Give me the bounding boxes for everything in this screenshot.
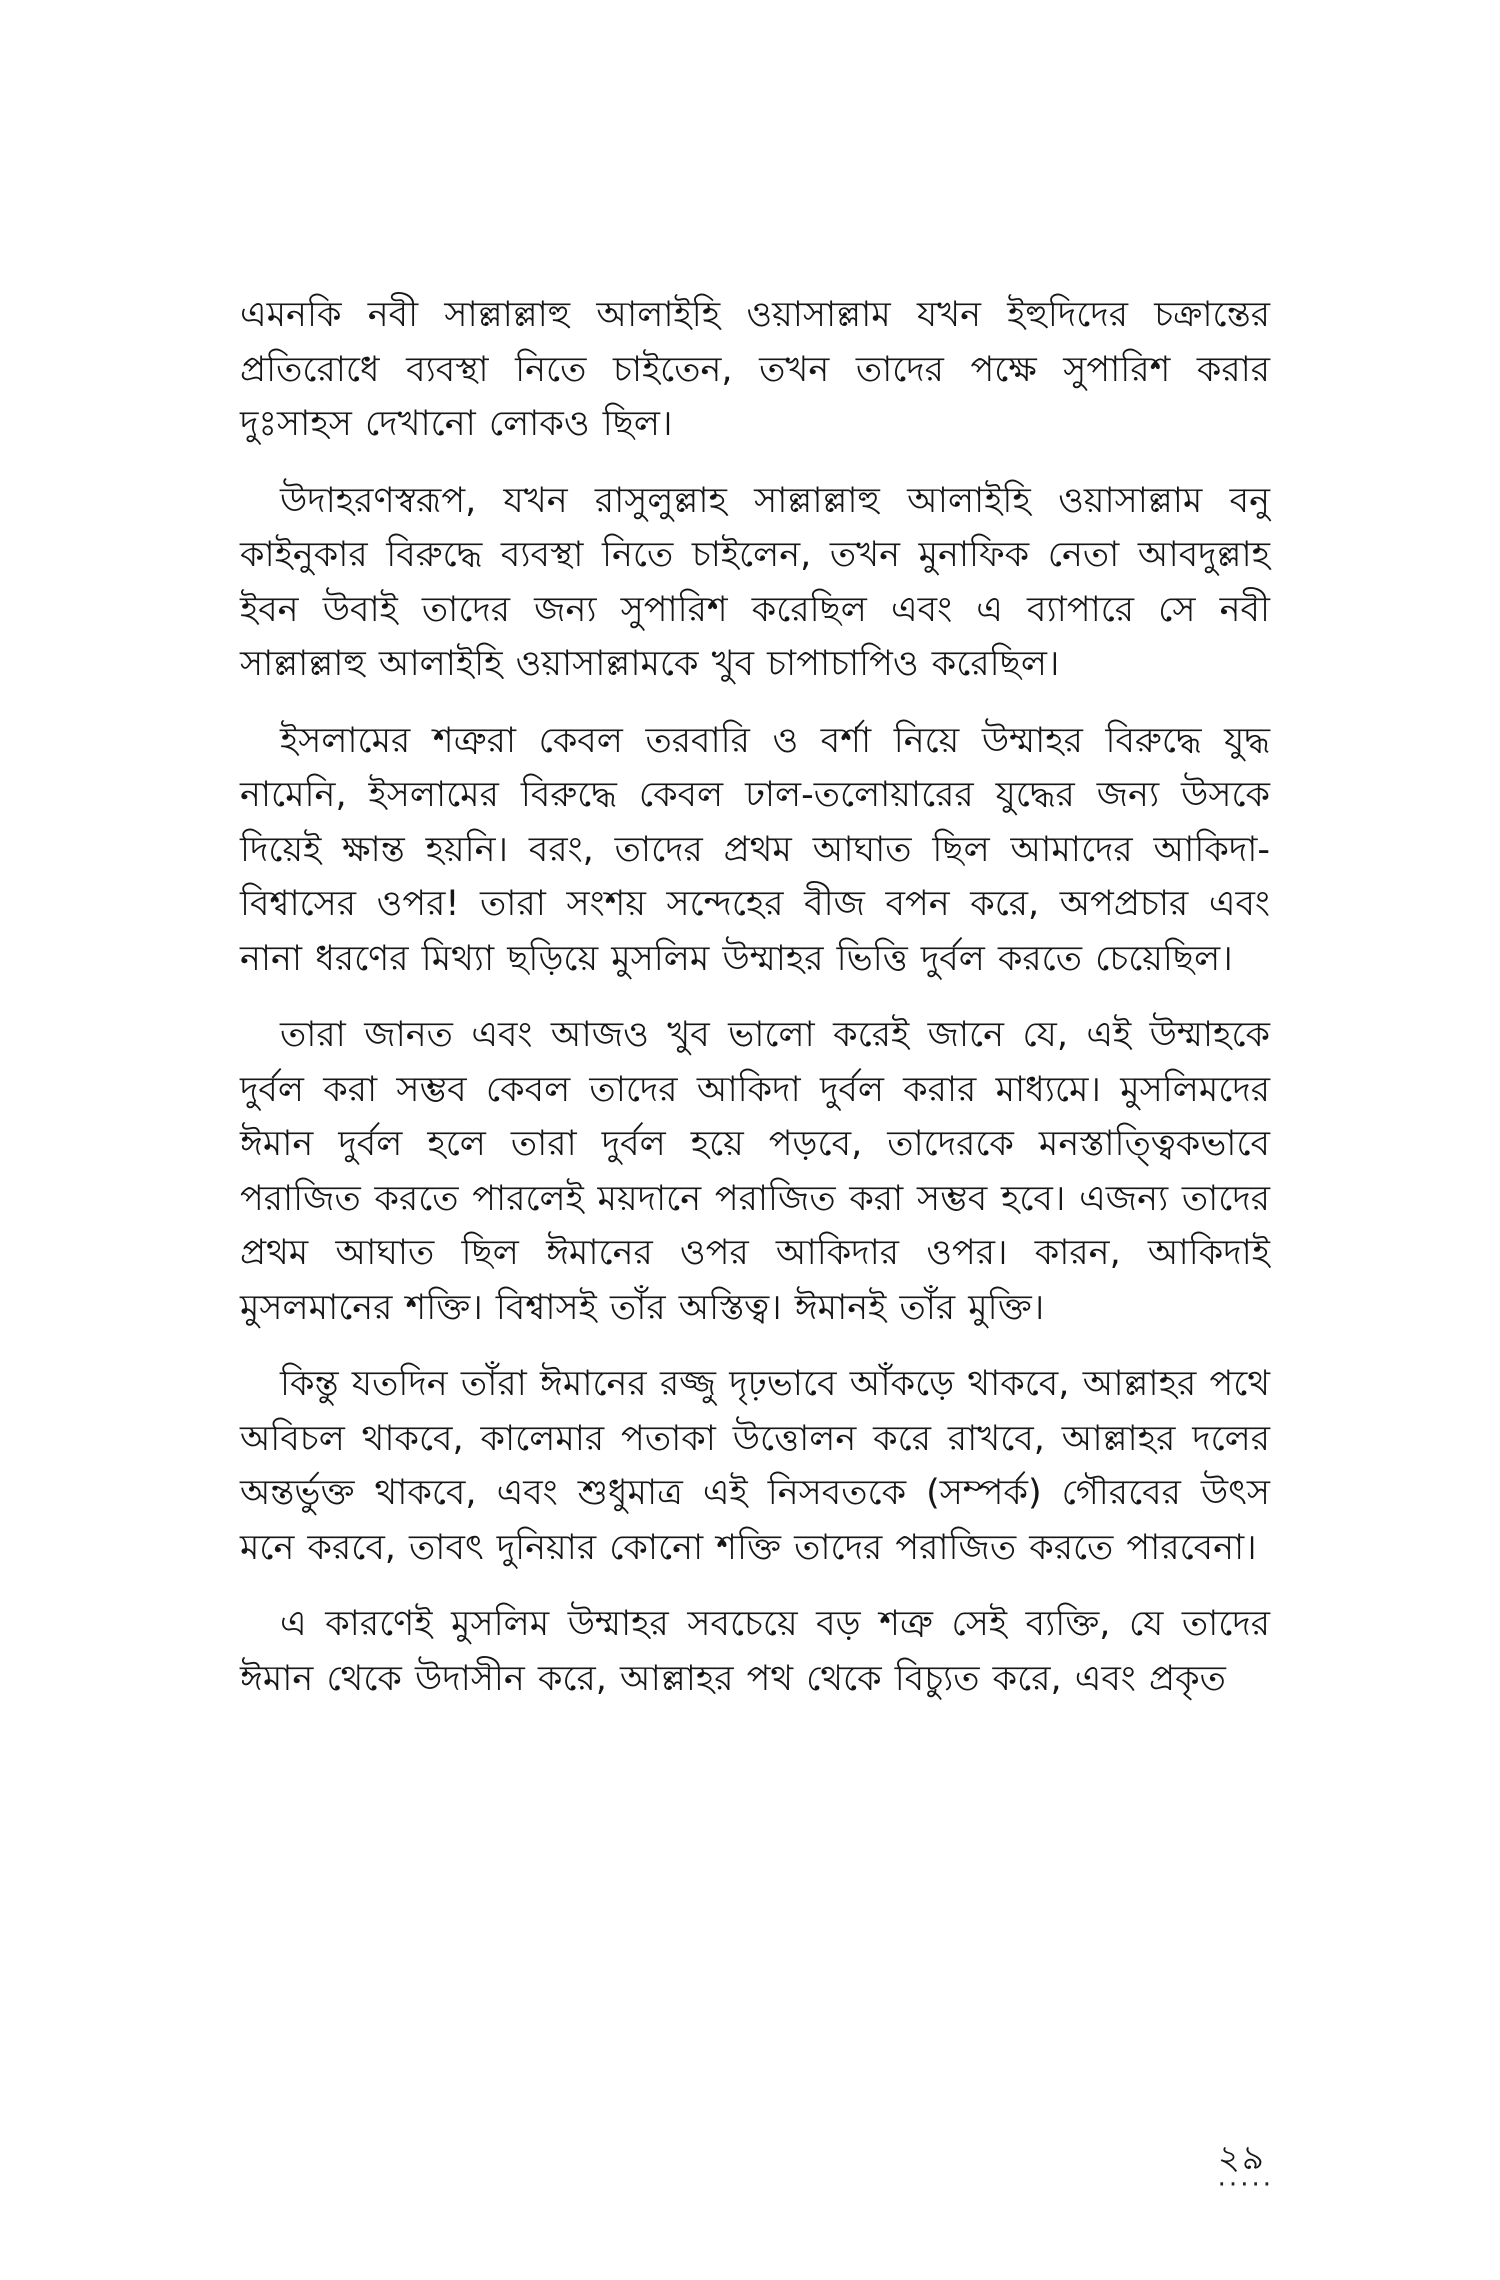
paragraph-1: এমনকি নবী সাল্লাল্লাহু আলাইহি ওয়াসাল্লাম যখন ইহুদিদের চক্রান্তের প্রতিরোধে ব্যবস্থা নিতে চাইতেন, তখন তাদের পক্ষে সুপারিশ করার দুঃসাহস দেখানো লোকও ছিল।: [240, 295, 1270, 444]
page-body: [240, 288, 1270, 1728]
page-number: ২৯: [1217, 2138, 1266, 2178]
page-footer: [1217, 2138, 1274, 2200]
paragraph-3: ইসলামের শত্রুরা কেবল তরবারি ও বর্শা নিয়ে উম্মাহর বিরুদ্ধে যুদ্ধ নামেনি, ইসলামের বিরুদ্ধে কেবল ঢাল-তলোয়ারের যুদ্ধের জন্য উসকে দিয়েই ক্ষান্ত হয়নি। বরং, তাদের প্রথম আঘাত ছিল আমাদের আকিদা-বিশ্বাসের ওপর! তারা সংশয় সন্দেহের বীজ বপন করে, অপপ্রচার এবং নানা ধরণের মিথ্যা ছড়িয়ে মুসলিম উম্মাহর ভিত্তি দুর্বল করতে চেয়েছিল।: [240, 720, 1270, 979]
paragraph-4: তারা জানত এবং আজও খুব ভালো করেই জানে যে, এই উম্মাহকে দুর্বল করা সম্ভব কেবল তাদের আকিদা দুর্বল করার মাধ্যমে। মুসলিমদের ঈমান দুর্বল হলে তারা দুর্বল হয়ে পড়বে, তাদেরকে মনস্তাত্ত্বিকভাবে পরাজিত করতে পারলেই ময়দানে পরাজিত করা সম্ভব হবে। এজন্য তাদের প্রথম আঘাত ছিল ঈমানের ওপর আকিদার ওপর। কারন, আকিদাই মুসলমানের শক্তি। বিশ্বাসই তাঁর অস্তিত্ব। ঈমানই তাঁর মুক্তি।: [240, 1015, 1270, 1328]
paragraph-5: কিন্তু যতদিন তাঁরা ঈমানের রজ্জু দৃঢ়ভাবে আঁকড়ে থাকবে, আল্লাহর পথে অবিচল থাকবে, কালেমার পতাকা উত্তোলন করে রাখবে, আল্লাহর দলের অন্তর্ভুক্ত থাকবে, এবং শুধুমাত্র এই নিসবতকে (সম্পর্ক) গৌরবের উৎস মনে করবে, তাবৎ দুনিয়ার কোনো শক্তি তাদের পরাজিত করতে পারবেনা।: [240, 1364, 1270, 1568]
page-number-dots: ·····: [1217, 2170, 1274, 2200]
paragraph-2: উদাহরণস্বরূপ, যখন রাসুলুল্লাহ সাল্লাল্লাহু আলাইহি ওয়াসাল্লাম বনু কাইনুকার বিরুদ্ধে ব্যবস্থা নিতে চাইলেন, তখন মুনাফিক নেতা আবদুল্লাহ ইবন উবাই তাদের জন্য সুপারিশ করেছিল এবং এ ব্যাপারে সে নবী সাল্লাল্লাহু আলাইহি ওয়াসাল্লামকে খুব চাপাচাপিও করেছিল।: [240, 480, 1270, 684]
paragraph-6: এ কারণেই মুসলিম উম্মাহর সবচেয়ে বড় শত্রু সেই ব্যক্তি, যে তাদের ঈমান থেকে উদাসীন করে, আল্লাহর পথ থেকে বিচ্যুত করে, এবং প্রকৃত: [240, 1604, 1270, 1699]
